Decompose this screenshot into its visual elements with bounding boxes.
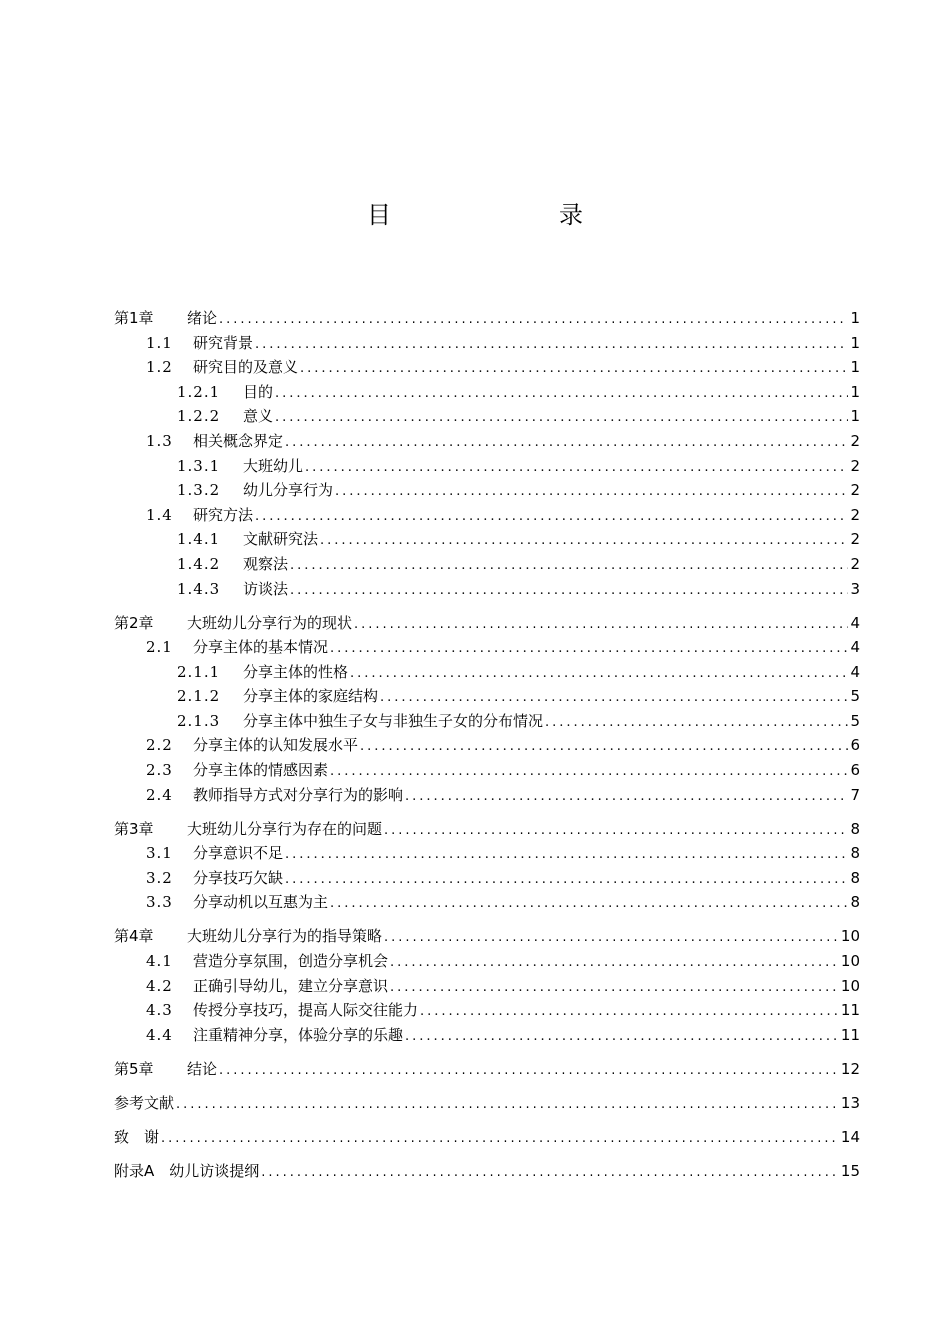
toc-entry-page-number: 11 <box>840 1001 860 1020</box>
toc-leader-dots <box>275 382 848 407</box>
toc-entry <box>114 355 860 380</box>
toc-leader-dots <box>219 308 848 333</box>
toc-entry-title: 分享技巧欠缺 <box>193 868 284 887</box>
toc-entry-title: 研究方法 <box>193 505 254 524</box>
toc-leader-dots <box>320 529 848 554</box>
toc-leader-dots <box>161 1127 839 1152</box>
toc-entry <box>114 866 860 891</box>
toc-entry <box>114 1091 860 1116</box>
toc-entry-page-number: 6 <box>850 736 860 755</box>
toc-entry-title: 研究目的及意义 <box>193 358 299 377</box>
toc-leader-dots <box>350 662 848 687</box>
toc-leader-dots <box>360 735 848 760</box>
toc-entry-title: 分享主体的基本情况 <box>193 638 329 657</box>
toc-leader-dots <box>330 637 848 662</box>
toc-entry-page-number: 1 <box>850 382 860 401</box>
toc-entry-number: 1.3 <box>146 431 173 450</box>
toc-entry-page-number: 1 <box>850 407 860 426</box>
toc-entry <box>114 974 860 999</box>
toc-entry-number: 1.4 <box>146 505 173 524</box>
toc-entry-title: 绪论 <box>187 309 218 327</box>
toc-entry-page-number: 5 <box>850 687 860 706</box>
toc-entry-title: 分享主体中独生子女与非独生子女的分布情况 <box>243 711 544 730</box>
toc-entry <box>114 758 860 783</box>
toc-entry-page-number: 7 <box>850 785 860 804</box>
toc-entry-number: 第5章 <box>114 1059 154 1078</box>
toc-entry-title: 分享意识不足 <box>193 844 284 863</box>
toc-entry-page-number: 5 <box>850 711 860 730</box>
toc-entry-title: 教师指导方式对分享行为的影响 <box>193 785 404 804</box>
toc-entry-page-number: 2 <box>850 554 860 573</box>
toc-entry-title: 正确引导幼儿，建立分享意识 <box>193 976 389 995</box>
toc-entry-title: 注重精神分享，体验分享的乐趣 <box>193 1025 404 1044</box>
toc-entry-title: 大班幼儿 <box>243 456 304 475</box>
toc-entry-number: 2.1.3 <box>177 711 221 730</box>
toc-entry <box>114 331 860 356</box>
toc-entry <box>114 1159 860 1184</box>
toc-entry-title: 访谈法 <box>243 579 289 598</box>
toc-entry-number: 4.1 <box>146 952 173 971</box>
toc-entry <box>114 527 860 552</box>
toc-leader-dots <box>290 554 848 579</box>
toc-entry <box>114 552 860 577</box>
toc-entry-number: 1.2.1 <box>177 382 221 401</box>
toc-entry-number: 4.3 <box>146 1001 173 1020</box>
toc-entry-title: 传授分享技巧，提高人际交往能力 <box>193 1001 419 1020</box>
toc-entry-number: 4.2 <box>146 976 173 995</box>
toc-leader-dots <box>285 843 848 868</box>
toc-entry-title: 结论 <box>187 1059 218 1078</box>
toc-entry-page-number: 4 <box>850 613 860 632</box>
toc-entry-page-number: 8 <box>850 868 860 887</box>
toc-leader-dots <box>300 357 848 382</box>
toc-leader-dots <box>384 926 839 951</box>
toc-leader-dots <box>380 686 848 711</box>
toc-leader-dots <box>420 1000 839 1025</box>
toc-leader-dots <box>285 868 848 893</box>
toc-entry-number: 3.2 <box>146 868 173 887</box>
toc-entry-number: 1.2.2 <box>177 407 221 426</box>
toc-entry-page-number: 12 <box>840 1059 860 1078</box>
toc-leader-dots <box>405 1025 839 1050</box>
toc-entry-title: 观察法 <box>243 554 289 573</box>
toc-entry-title: 幼儿分享行为 <box>243 481 334 500</box>
toc-entry-number: 1.3.1 <box>177 456 221 475</box>
toc-entry <box>114 404 860 429</box>
toc-entry-page-number: 8 <box>850 819 860 838</box>
toc-leader-dots <box>405 785 848 810</box>
toc-entry-page-number: 14 <box>840 1127 860 1146</box>
toc-entry <box>114 817 860 842</box>
toc-entry <box>114 733 860 758</box>
toc-leader-dots <box>290 579 848 604</box>
toc-leader-dots <box>285 431 848 456</box>
toc-entry-number: 1.2 <box>146 358 173 377</box>
toc-leader-dots <box>255 333 848 358</box>
toc-entry <box>114 1057 860 1082</box>
toc-leader-dots <box>330 760 848 785</box>
toc-entry <box>114 890 860 915</box>
toc-entry-title: 研究背景 <box>193 333 254 352</box>
toc-entry-page-number: 2 <box>850 530 860 549</box>
toc-entry <box>114 841 860 866</box>
toc-entry-page-number: 2 <box>850 456 860 475</box>
toc-entry-title: 大班幼儿分享行为存在的问题 <box>187 819 383 838</box>
toc-entry-page-number: 13 <box>840 1093 860 1112</box>
toc-entry-number: 2.2 <box>146 736 173 755</box>
toc-entry-title: 分享主体的性格 <box>243 662 349 681</box>
toc-leader-dots <box>384 819 848 844</box>
toc-entry-page-number: 1 <box>850 358 860 377</box>
table-of-contents <box>114 306 860 1183</box>
toc-entry <box>114 783 860 808</box>
toc-entry-title: 营造分享氛围，创造分享机会 <box>193 952 389 971</box>
toc-entry-number: 1.1 <box>146 333 173 352</box>
toc-entry-page-number: 2 <box>850 505 860 524</box>
toc-entry-page-number: 2 <box>850 431 860 450</box>
toc-entry-title: 分享动机以互惠为主 <box>193 893 329 912</box>
toc-entry-page-number: 10 <box>840 952 860 971</box>
toc-entry-number: 2.1 <box>146 638 173 657</box>
toc-entry-number: 1.4.1 <box>177 530 221 549</box>
toc-entry-title: 大班幼儿分享行为的指导策略 <box>187 927 383 946</box>
toc-entry-page-number: 15 <box>840 1161 860 1180</box>
toc-entry <box>114 684 860 709</box>
toc-entry-title: 附录A 幼儿访谈提纲 <box>114 1161 260 1180</box>
toc-entry-number: 4.4 <box>146 1025 173 1044</box>
toc-entry-page-number: 6 <box>850 761 860 780</box>
toc-entry <box>114 503 860 528</box>
toc-leader-dots <box>390 951 839 976</box>
toc-entry-number: 1.3.2 <box>177 481 221 500</box>
toc-leader-dots <box>176 1093 839 1118</box>
toc-entry <box>114 478 860 503</box>
toc-entry-page-number: 11 <box>840 1025 860 1044</box>
toc-entry-page-number: 10 <box>840 976 860 995</box>
toc-leader-dots <box>219 1059 839 1084</box>
toc-entry <box>114 611 860 636</box>
toc-entry-page-number: 2 <box>850 481 860 500</box>
toc-entry <box>114 924 860 949</box>
toc-entry-number: 1.4.2 <box>177 554 221 573</box>
toc-entry-number: 第4章 <box>114 927 154 946</box>
toc-entry-page-number: 3 <box>850 579 860 598</box>
toc-leader-dots <box>261 1161 839 1186</box>
toc-leader-dots <box>545 711 848 736</box>
toc-entry-title: 相关概念界定 <box>193 431 284 450</box>
toc-entry <box>114 577 860 602</box>
toc-entry <box>114 635 860 660</box>
toc-entry-number: 2.4 <box>146 785 173 804</box>
toc-entry-title: 目的 <box>243 382 274 401</box>
toc-entry-number: 1.4.3 <box>177 579 221 598</box>
toc-leader-dots <box>354 613 848 638</box>
toc-entry-title: 大班幼儿分享行为的现状 <box>187 613 353 632</box>
toc-leader-dots <box>275 406 848 431</box>
toc-entry-page-number: 1 <box>850 309 860 327</box>
toc-entry-title: 文献研究法 <box>243 530 319 549</box>
toc-entry <box>114 998 860 1023</box>
toc-entry-title: 分享主体的情感因素 <box>193 761 329 780</box>
toc-entry <box>114 306 860 331</box>
toc-leader-dots <box>335 480 848 505</box>
toc-entry <box>114 949 860 974</box>
toc-leader-dots <box>390 976 839 1001</box>
toc-entry-number: 2.3 <box>146 761 173 780</box>
toc-entry <box>114 709 860 734</box>
toc-leader-dots <box>255 505 848 530</box>
toc-entry-number: 3.1 <box>146 844 173 863</box>
toc-entry-page-number: 10 <box>840 927 860 946</box>
toc-entry-number: 2.1.1 <box>177 662 221 681</box>
toc-entry-title: 致 谢 <box>114 1127 160 1146</box>
toc-entry <box>114 429 860 454</box>
toc-entry-page-number: 1 <box>850 333 860 352</box>
toc-entry-page-number: 4 <box>850 662 860 681</box>
toc-entry <box>114 454 860 479</box>
toc-leader-dots <box>330 892 848 917</box>
toc-entry-title: 分享主体的认知发展水平 <box>193 736 359 755</box>
toc-entry <box>114 660 860 685</box>
toc-leader-dots <box>305 456 848 481</box>
toc-entry <box>114 1023 860 1048</box>
toc-entry-title: 参考文献 <box>114 1093 175 1112</box>
toc-entry <box>114 1125 860 1150</box>
toc-entry-number: 第2章 <box>114 613 154 632</box>
toc-entry-number: 第3章 <box>114 819 154 838</box>
toc-entry-title: 意义 <box>243 407 274 426</box>
toc-entry-number: 第1章 <box>114 309 154 327</box>
toc-entry-page-number: 8 <box>850 893 860 912</box>
page-title: 目 录 <box>367 201 623 229</box>
toc-entry <box>114 380 860 405</box>
toc-entry-page-number: 8 <box>850 844 860 863</box>
toc-entry-number: 3.3 <box>146 893 173 912</box>
toc-entry-number: 2.1.2 <box>177 687 221 706</box>
toc-entry-title: 分享主体的家庭结构 <box>243 687 379 706</box>
toc-entry-page-number: 4 <box>850 638 860 657</box>
